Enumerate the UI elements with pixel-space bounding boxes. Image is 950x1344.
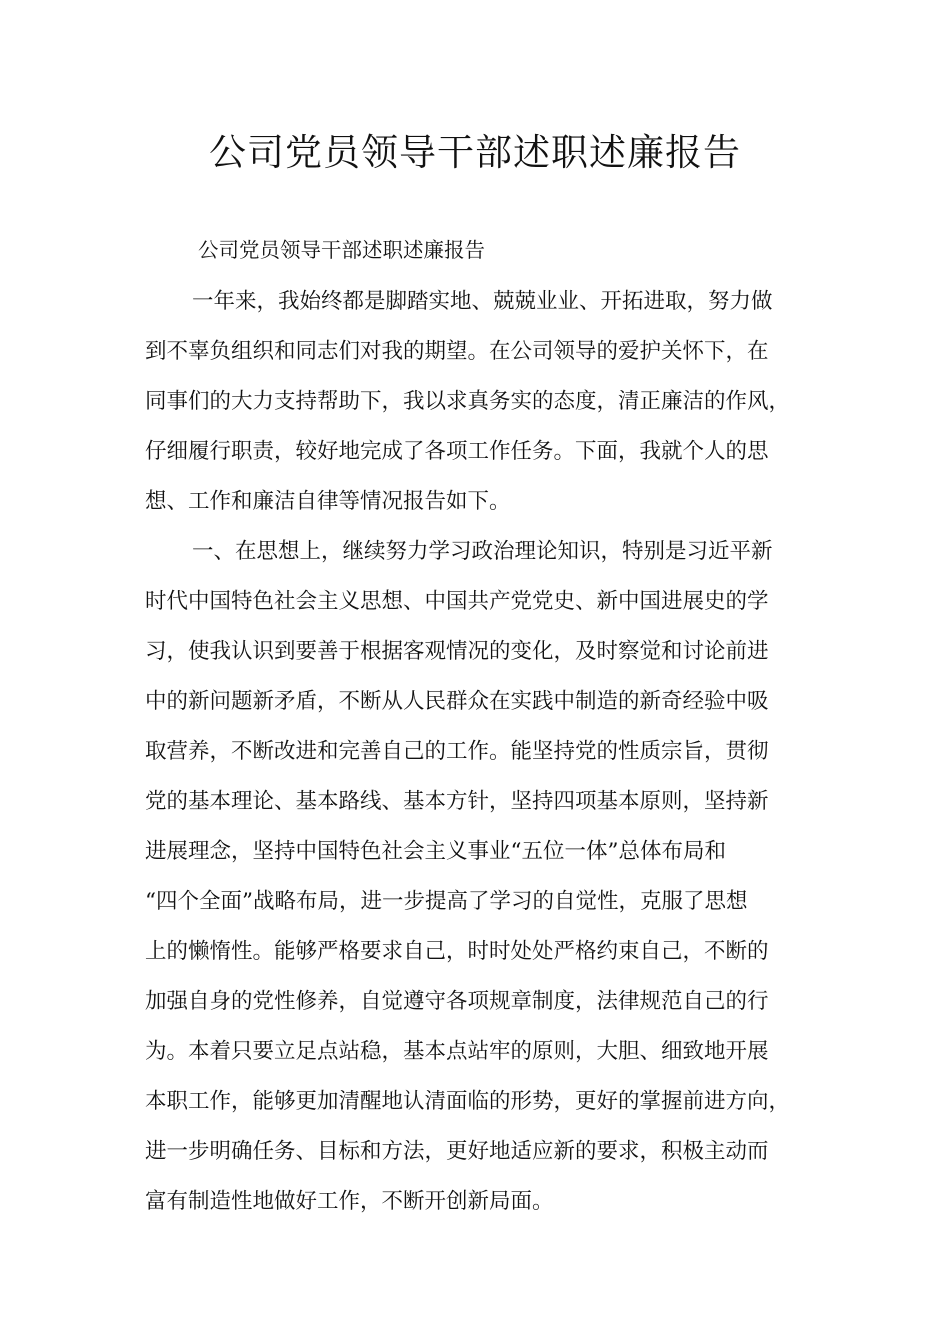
paragraph-line: 中的新问题新矛盾，不断从人民群众在实践中制造的新奇经验中吸 — [145, 689, 769, 714]
paragraph-line: 为。本着只要立足点站稳，基本点站牢的原则，大胆、细致地开展 — [145, 1039, 769, 1064]
paragraph-line: 到不辜负组织和同志们对我的期望。在公司领导的爱护关怀下，在 — [145, 339, 769, 364]
paragraph-line: 富有制造性地做好工作，不断开创新局面。 — [145, 1189, 554, 1214]
paragraph-line: 一、在思想上，继续努力学习政治理论知识，特别是习近平新 — [192, 539, 773, 564]
paragraph-line: 一年来，我始终都是脚踏实地、兢兢业业、开拓进取，努力做 — [192, 289, 773, 314]
document-subtitle: 公司党员领导干部述职述廉报告 — [198, 238, 485, 262]
paragraph-line: 上的懒惰性。能够严格要求自己，时时处处严格约束自己，不断的 — [145, 939, 769, 964]
paragraph-line: 时代中国特色社会主义思想、中国共产党党史、新中国进展史的学 — [145, 589, 769, 614]
paragraph-line: 进展理念，坚持中国特色社会主义事业“五位一体”总体布局和 — [145, 839, 726, 864]
paragraph-line: 加强自身的党性修养，自觉遵守各项规章制度，法律规范自己的行 — [145, 989, 769, 1014]
paragraph-line: 想、工作和廉洁自律等情况报告如下。 — [145, 489, 511, 514]
paragraph-line: 进一步明确任务、目标和方法，更好地适应新的要求，积极主动而 — [145, 1139, 769, 1164]
paragraph-line: 党的基本理论、基本路线、基本方针，坚持四项基本原则，坚持新 — [145, 789, 769, 814]
document-title: 公司党员领导干部述职述廉报告 — [209, 131, 741, 174]
paragraph-line: 仔细履行职责，较好地完成了各项工作任务。下面，我就个人的思 — [145, 439, 769, 464]
paragraph-line: “四个全面”战略布局，进一步提高了学习的自觉性，克服了思想 — [145, 889, 748, 914]
paragraph-line: 习，使我认识到要善于根据客观情况的变化，及时察觉和讨论前进 — [145, 639, 769, 664]
paragraph-line: 同事们的大力支持帮助下，我以求真务实的态度，清正廉洁的作风， — [145, 389, 791, 414]
paragraph-line: 取营养，不断改进和完善自己的工作。能坚持党的性质宗旨，贯彻 — [145, 739, 769, 764]
paragraph-line: 本职工作，能够更加清醒地认清面临的形势，更好的掌握前进方向， — [145, 1089, 791, 1114]
